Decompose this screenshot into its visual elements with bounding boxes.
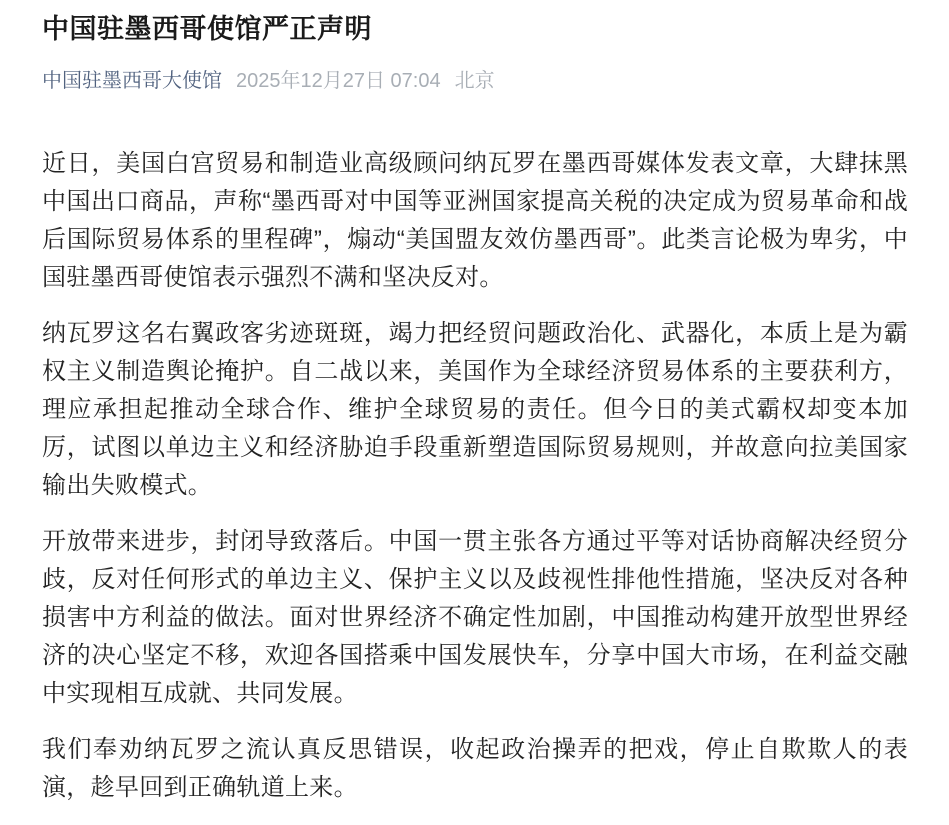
article-body <box>42 145 908 807</box>
paragraph: 开放带来进步，封闭导致落后。中国一贯主张各方通过平等对话协商解决经贸分歧，反对任何形式的单边主义、保护主义以及歧视性排他性措施，坚决反对各种损害中方利益的做法。面对世界经济不确定性加剧，中国推动构建开放型世界经济的决心坚定不移，欢迎各国搭乘中国发展快车，分享中国大市场，在利益交融中实现相互成就、共同发展。 <box>42 528 908 708</box>
article-title: 中国驻墨西哥使馆严正声明 <box>42 14 372 44</box>
publish-location: 北京 <box>454 70 495 93</box>
paragraph: 纳瓦罗这名右翼政客劣迹斑斑，竭力把经贸问题政治化、武器化，本质上是为霸权主义制造舆论掩护。自二战以来，美国作为全球经济贸易体系的主要获利方，理应承担起推动全球合作、维护全球贸易的责任。但今日的美式霸权却变本加厉，试图以单边主义和经济胁迫手段重新塑造国际贸易规则，并故意向拉美国家输出失败模式。 <box>42 320 908 500</box>
publish-datetime: 2025年12月27日 07:04 <box>236 70 441 93</box>
paragraph: 近日，美国白宫贸易和制造业高级顾问纳瓦罗在墨西哥媒体发表文章，大肆抹黑中国出口商品，声称“墨西哥对中国等亚洲国家提高关税的决定成为贸易革命和战后国际贸易体系的里程碑”，煽动“美国盟友效仿墨西哥”。此类言论极为卑劣，中国驻墨西哥使馆表示强烈不满和坚决反对。 <box>42 150 908 292</box>
paragraph: 我们奉劝纳瓦罗之流认真反思错误，收起政治操弄的把戏，停止自欺欺人的表演，趁早回到正确轨道上来。 <box>42 736 908 802</box>
byline <box>42 69 908 93</box>
author-link[interactable]: 中国驻墨西哥大使馆 <box>42 70 222 93</box>
